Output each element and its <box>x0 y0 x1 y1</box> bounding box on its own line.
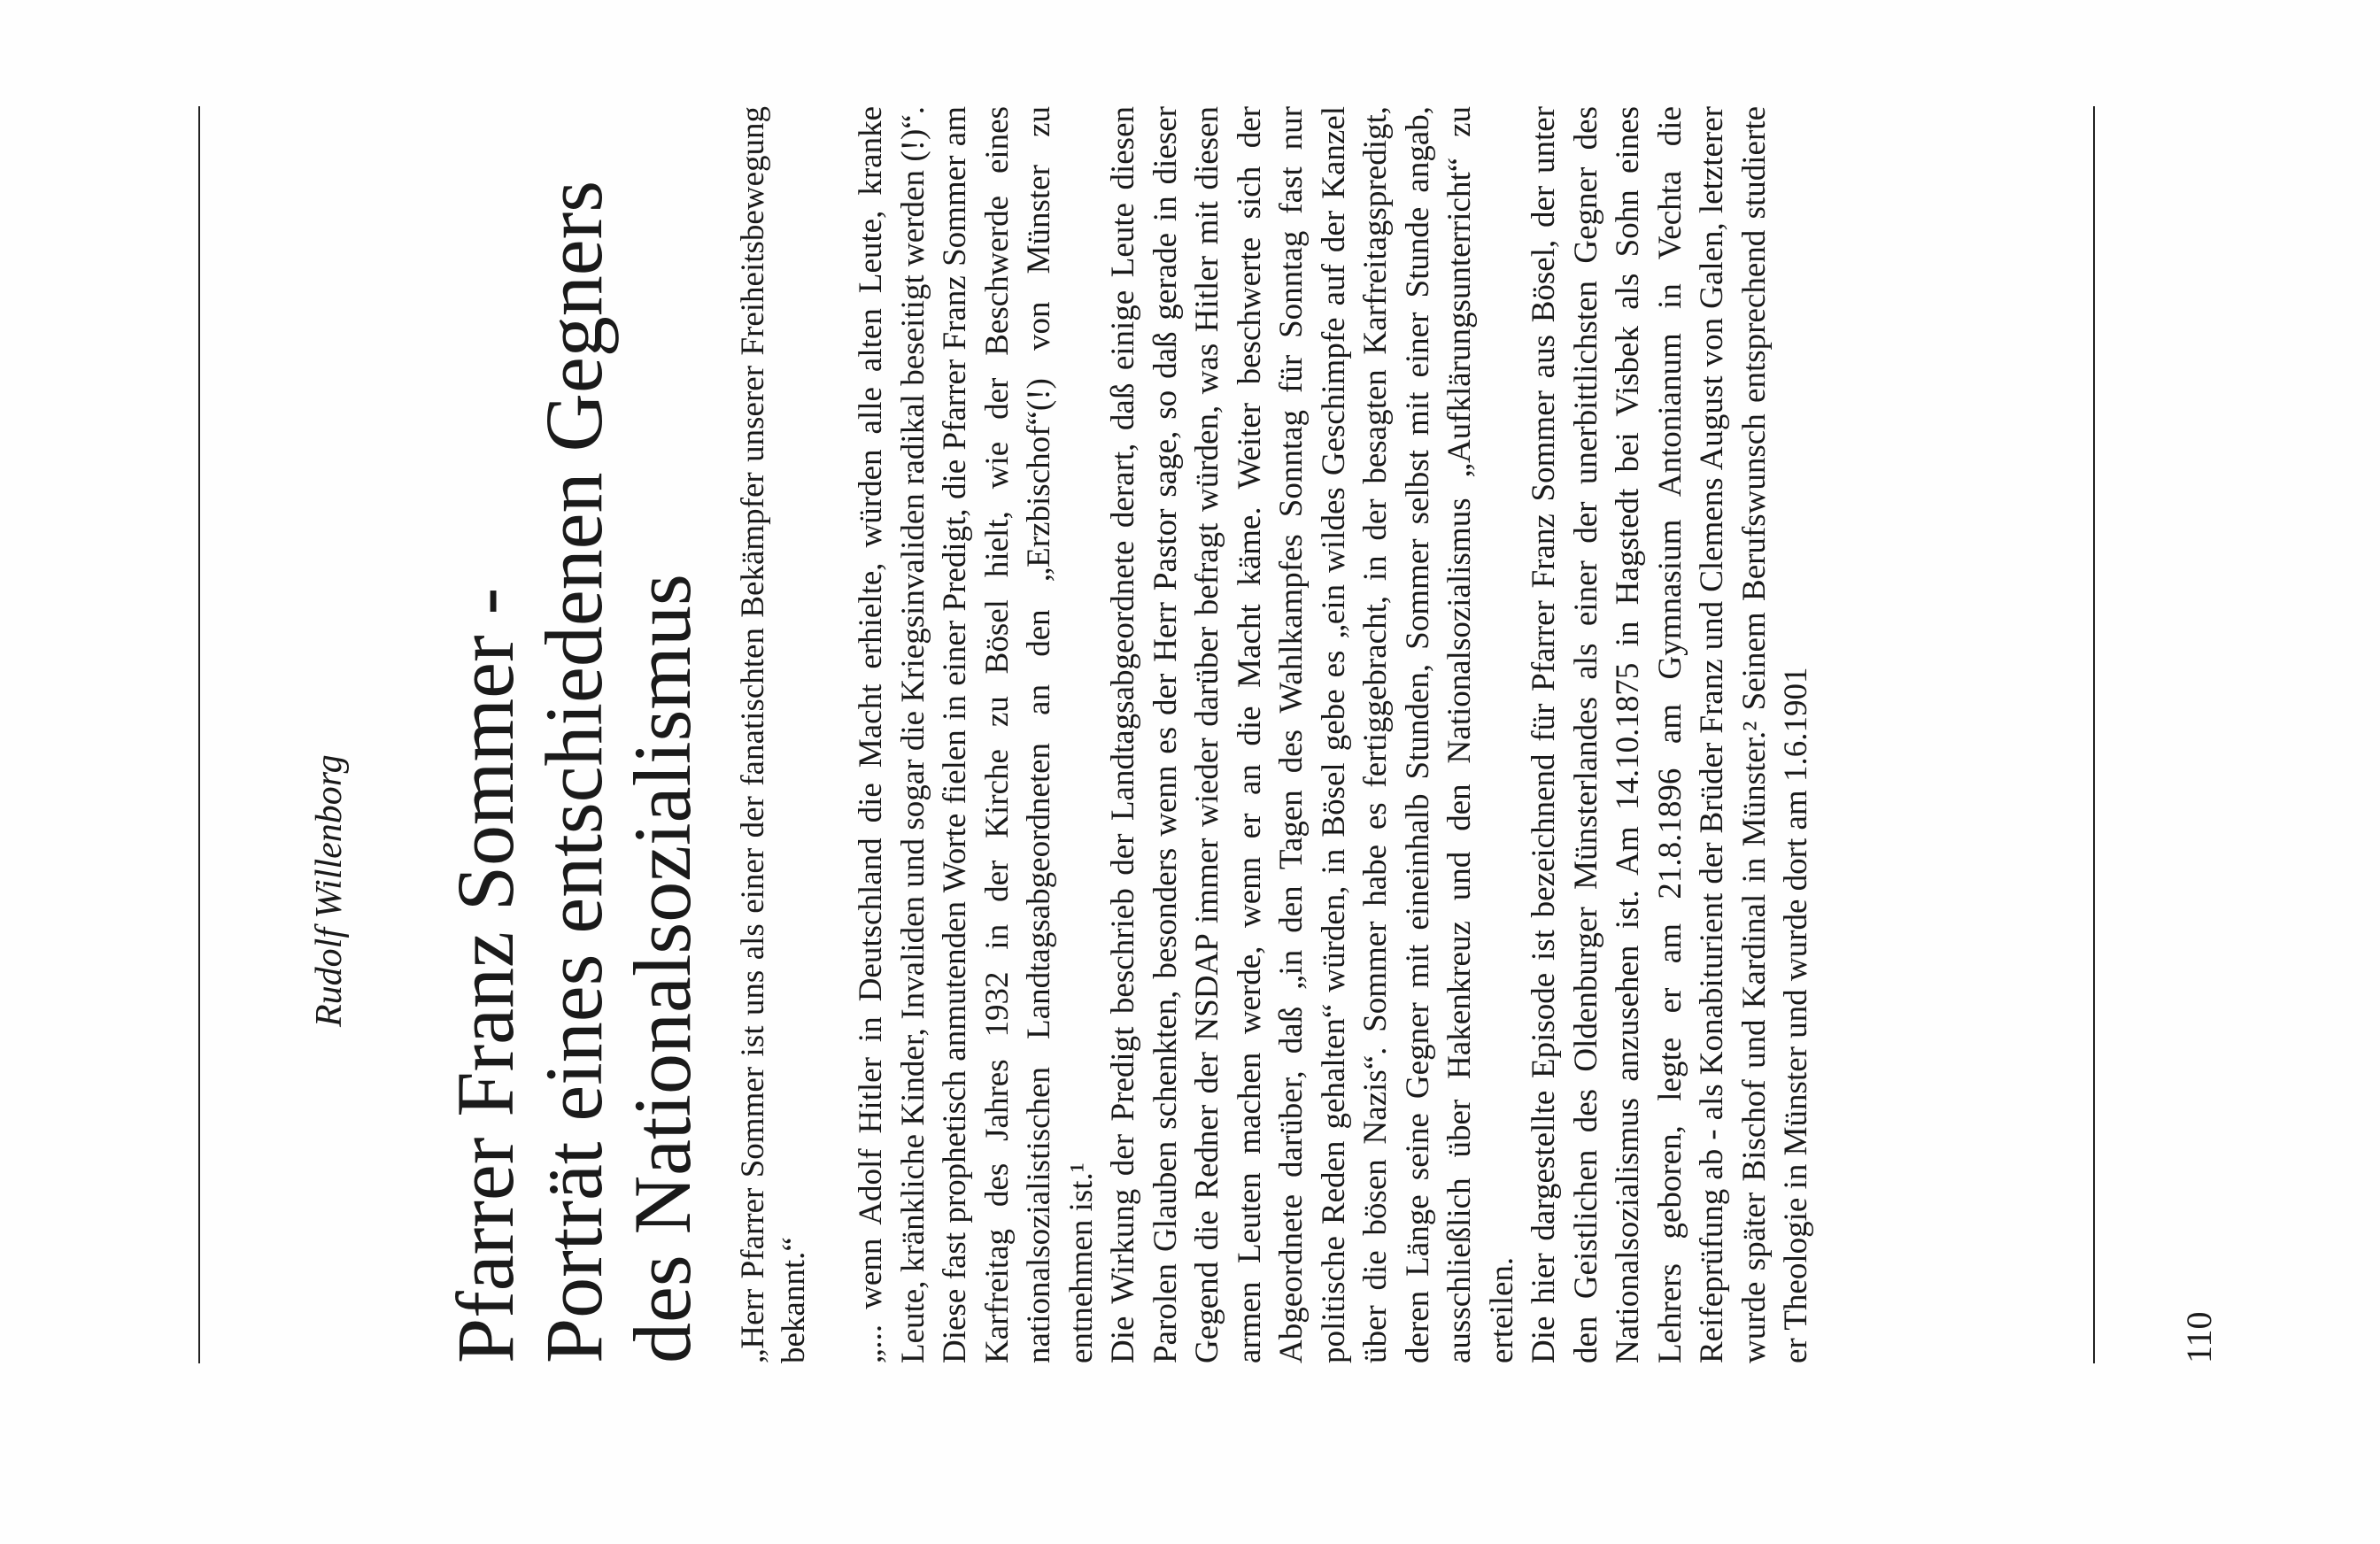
body-paragraph: „... wenn Adolf Hitler in Deutschland die Macht erhielte, würden alle alten Leute, kranke Leute, kränkliche Kinder, Invaliden und sogar die Kriegsinvaliden radikal beseitigt werden (!)“. Diese fast prophetisch anmutenden Worte fielen in einer Predigt, die Pfarrer Franz Sommer am Karfreitag des Jahres 1932 in der Kirche zu Bösel hielt, wie der Beschwerde eines nationalsozialistischen Landtagsabgeordneten an den „Erzbischof“(!) von Münster zu entnehmen ist.¹ <box>853 106 1100 1363</box>
epigraph-quote: „Herr Pfarrer Sommer ist uns als einer der fanatischten Bekämpfer unserer Freiheitsbewegung bekannt.“ <box>735 106 812 1363</box>
title-line: Porträt eines entschiedenen Gegners <box>529 180 619 1363</box>
rotated-text-block <box>198 106 2279 1363</box>
page-number: 110 <box>2179 1311 2219 1363</box>
body-paragraph: Die Wirkung der Predigt beschrieb der Landtagsabgeordnete derart, daß einige Leute diesen Parolen Glauben schenkten, besonders wenn es der Herr Pastor sage, so daß gerade in dieser Gegend die Redner der NSDAP immer wieder darüber befragt würden, was Hitler mit diesen armen Leuten machen werde, wenn er an die Macht käme. Weiter beschwerte sich der Abgeordnete darüber, daß „in den Tagen des Wahlkampfes Sonntag für Sonntag fast nur politische Reden gehalten“ würden, in Bösel gebe es „ein wildes Geschimpfe auf der Kanzel über die bösen Nazis“. Sommer habe es fertiggebracht, in der besagten Karfreitagspredigt, deren Länge seine Gegner mit eineinhalb Stunden, Sommer selbst mit einer Stunde angab, ausschließlich über Hakenkreuz und den Nationalsozialismus „Aufklärungsunterricht“ zu erteilen. <box>1105 106 1520 1363</box>
bottom-rule <box>2093 106 2095 1363</box>
title-line: Pfarrer Franz Sommer - <box>440 587 530 1363</box>
author-name: Rudolf Willenborg <box>309 754 350 1027</box>
body-paragraph: Die hier dargestellte Episode ist bezeichnend für Pfarrer Franz Sommer aus Bösel, der unter den Geistlichen des Oldenburger Münsterlandes als einer der unerbittlichsten Gegner des Nationalsozialismus anzusehen ist. Am 14.10.1875 in Hagstedt bei Visbek als Sohn eines Lehrers geboren, legte er am 21.8.1896 am Gymnasium Antonianum in Vechta die Reifeprüfung ab - als Konabiturient der Brüder Franz und Clemens August von Galen, letzterer wurde später Bischof und Kardinal in Münster.² Seinem Berufswunsch entsprechend studierte er Theologie in Münster und wurde dort am 1.6.1901 <box>1526 106 1814 1363</box>
article-title <box>441 106 707 1363</box>
title-line: des Nationalsozialismus <box>617 574 707 1363</box>
article-body <box>850 106 1818 1363</box>
top-rule <box>198 106 200 1363</box>
